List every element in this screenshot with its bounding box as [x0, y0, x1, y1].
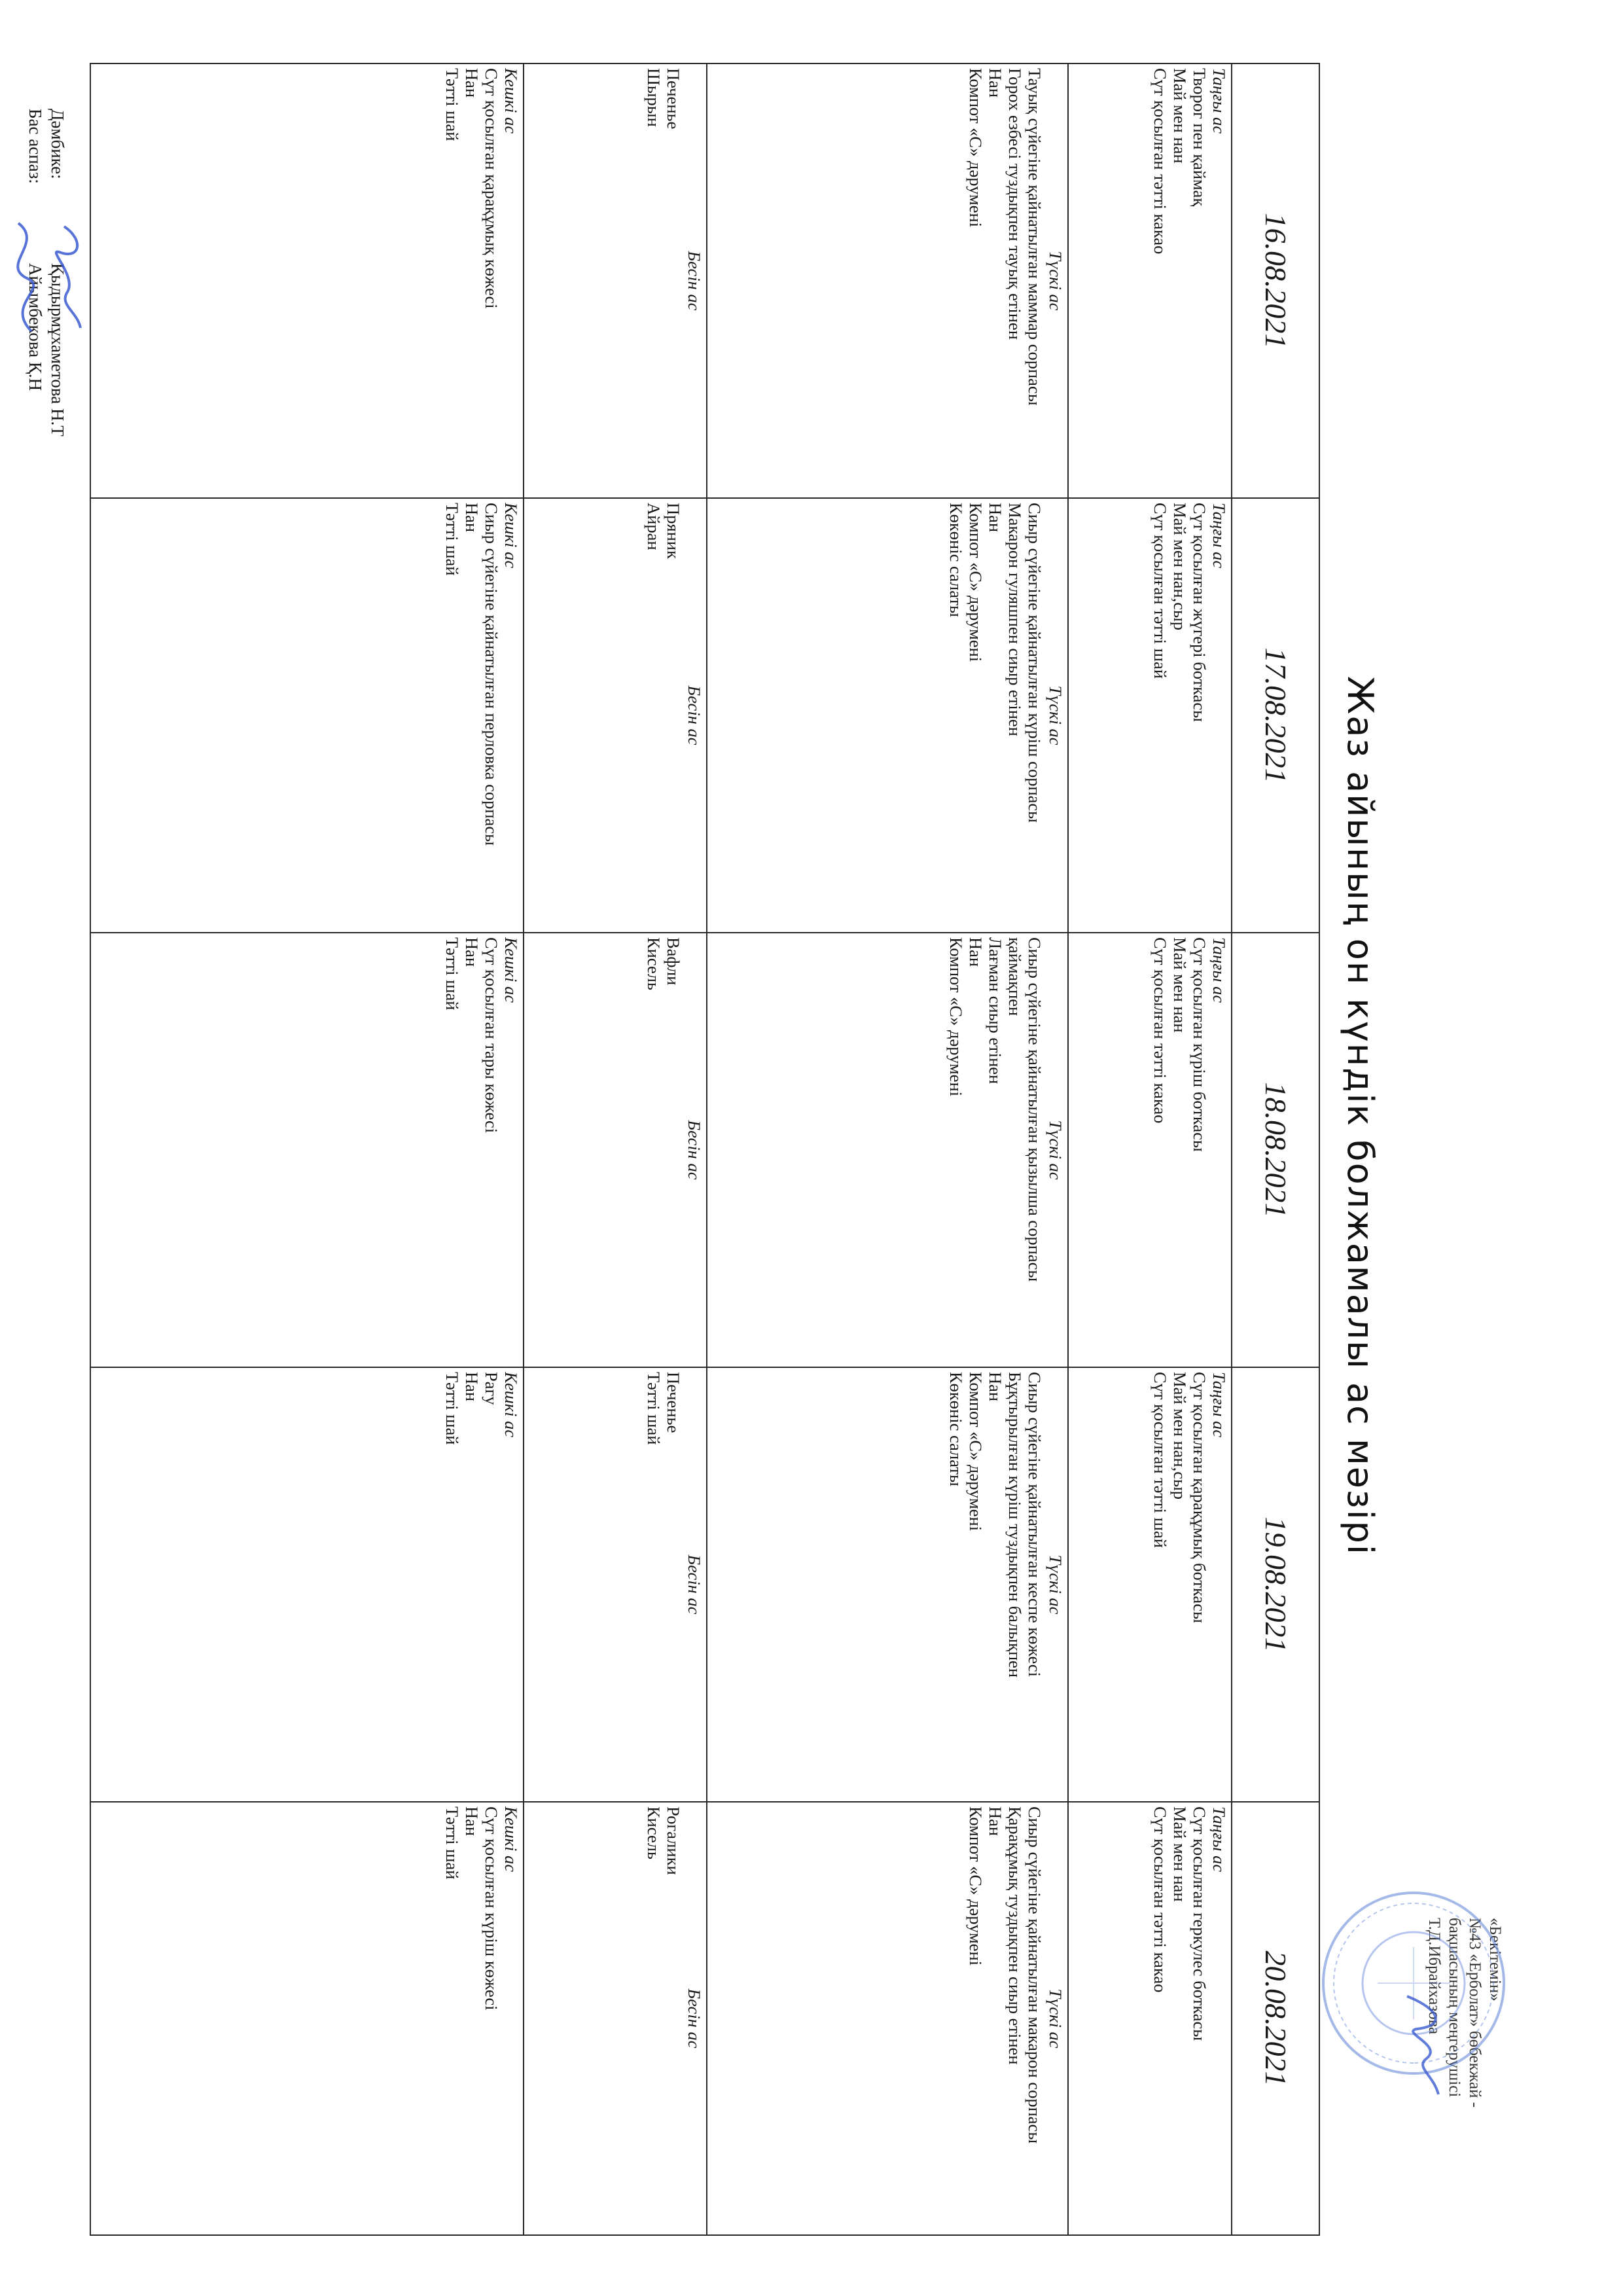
menu-item: Компот «С» дәрумені — [966, 68, 986, 228]
menu-item: Бұқтырылған күріш туздықпен балықпен — [1005, 1372, 1025, 1678]
dinner-row — [90, 63, 524, 2235]
menu-item: Сүт қосылған жүгері боткасы — [1190, 503, 1209, 722]
menu-item: Нан — [462, 503, 482, 533]
menu-item: Нан — [462, 937, 482, 967]
menu-item: Көкөніс салаты — [946, 503, 966, 617]
day-date: 20.08.2021 — [1232, 1802, 1319, 2235]
breakfast-cell — [1068, 498, 1232, 933]
menu-item: Нан — [986, 1372, 1005, 1402]
lunch-cell — [707, 1802, 1068, 2235]
meal-title: Кешкі ас — [501, 503, 521, 569]
breakfast-cell — [1068, 63, 1232, 498]
lunch-row — [707, 63, 1068, 2235]
menu-item: Сүт қосылған тәтті какао — [1150, 68, 1170, 255]
menu-item: Сүт қосылған тары көжесі — [482, 937, 501, 1134]
meal-title: Түскі ас — [1046, 1988, 1065, 2049]
menu-item: Тәтті шай — [442, 1806, 462, 1880]
dinner-cell — [90, 63, 524, 498]
handwritten-signature — [0, 213, 90, 338]
menu-item: Рогалики — [664, 1806, 683, 1875]
date-header-row — [1232, 63, 1319, 2235]
menu-item: Сиыр сүйегіне қайнатылған кеспе көжесі — [1025, 1372, 1044, 1677]
signature-name: Айымбекова Қ.Н — [26, 263, 45, 391]
menu-item: Сүт қосылған тәтті шай — [1150, 1372, 1170, 1548]
menu-item: Сүт қосылған геркулес боткасы — [1190, 1806, 1209, 2041]
menu-item: Нан — [462, 1806, 482, 1837]
meal-title: Таңғы ас — [1209, 1372, 1229, 1438]
menu-item: Көкөніс салаты — [946, 1372, 966, 1486]
menu-item: Нан — [986, 503, 1005, 533]
dinner-cell — [90, 1367, 524, 1802]
snack-cell — [524, 1802, 707, 2235]
menu-item: Компот «С» дәрумені — [966, 1372, 986, 1532]
snack-row — [524, 63, 707, 2235]
signature-role: Дәмбике: — [48, 109, 67, 179]
signature-block — [5, 63, 90, 914]
meal-title: Таңғы ас — [1209, 1806, 1229, 1873]
approval-line: «Бекітемін» — [1486, 1918, 1504, 2001]
menu-item: Сүт қосылған тәтті какао — [1150, 1806, 1170, 1993]
menu-item: Сүт қосылған күріш боткасы — [1190, 937, 1209, 1152]
menu-item: Тәтті шай — [442, 1372, 462, 1445]
day-date: 19.08.2021 — [1232, 1367, 1319, 1802]
day-date: 16.08.2021 — [1232, 63, 1319, 498]
menu-item: Май мен нан,сыр — [1170, 503, 1190, 631]
menu-item: Компот «С» дәрумені — [966, 1806, 986, 1966]
dinner-cell — [90, 498, 524, 933]
menu-item: Макарон гуляшпен сиыр етінен — [1005, 503, 1025, 736]
snack-cell — [524, 1367, 707, 1802]
menu-item: Компот «С» дәрумені — [946, 937, 966, 1097]
menu-item: Май мен нан — [1170, 937, 1190, 1033]
menu-item: Тәтті шай — [442, 503, 462, 576]
approval-line: №43 «Ерболат» бөбекжай - — [1466, 1918, 1484, 2108]
menu-item: Нан — [986, 1806, 1005, 1837]
menu-item: Май мен нан,сыр — [1170, 1372, 1190, 1500]
breakfast-cell — [1068, 933, 1232, 1367]
approval-signature — [1394, 1990, 1453, 2101]
menu-item: Нан — [966, 937, 986, 967]
menu-item: Сүт қосылған қарақұмық көжесі — [482, 68, 501, 309]
menu-item: Кисель — [644, 1806, 664, 1860]
approval-line: бақшасының меңгерушісі — [1446, 1918, 1463, 2098]
menu-item: Сиыр сүйегіне қайнатылған күріш сорпасы — [1025, 503, 1044, 823]
meal-title: Түскі ас — [1046, 251, 1065, 311]
menu-item: Тәтті шай — [644, 1372, 664, 1445]
meal-title: Бесін ас — [685, 1988, 704, 2049]
snack-cell — [524, 933, 707, 1367]
menu-item: Горох езбесі туздықпен тауық етінен — [1005, 68, 1025, 340]
menu-item: Рагу — [482, 1372, 501, 1405]
lunch-cell — [707, 933, 1068, 1367]
menu-item: Май мен нан — [1170, 1806, 1190, 1902]
snack-cell — [524, 63, 707, 498]
menu-item: Печенье — [664, 1372, 683, 1433]
menu-item: Сиыр сүйегіне қайнатылған перловка сорпасы — [482, 503, 501, 846]
lunch-cell — [707, 1367, 1068, 1802]
lunch-cell — [707, 63, 1068, 498]
day-date: 17.08.2021 — [1232, 498, 1319, 933]
menu-item: Сиыр сүйегіне қайнатылған макарон сорпасы — [1025, 1806, 1044, 2144]
menu-item: Сүт қосылған тәтті шай — [1150, 503, 1170, 679]
meal-title: Кешкі ас — [501, 1372, 521, 1438]
meal-title: Бесін ас — [685, 1120, 704, 1180]
breakfast-cell — [1068, 1367, 1232, 1802]
menu-item: Нан — [462, 1372, 482, 1402]
meal-title: Бесін ас — [685, 251, 704, 311]
menu-item: Тәтті шай — [442, 937, 462, 1011]
menu-item: Тауық сүйегіне қайнатылған маммар сорпасы — [1025, 68, 1044, 406]
signature-name: Қыдырмұхаметова Н.Т — [48, 263, 67, 437]
menu-item: Сиыр сүйегіне қайнатылған қызылша сорпасы қаймақпен — [1005, 937, 1044, 1282]
dinner-cell — [90, 1802, 524, 2235]
menu-item: Печенье — [664, 68, 683, 130]
menu-item: Сүт қосылған күріш көжесі — [482, 1806, 501, 2011]
lunch-cell — [707, 498, 1068, 933]
menu-item: Лағман сиыр етінен — [986, 937, 1005, 1085]
menu-item: Нан — [986, 68, 1005, 98]
meal-title: Таңғы ас — [1209, 503, 1229, 569]
menu-item: Айран — [644, 503, 664, 550]
menu-item: Шырын — [644, 68, 664, 127]
menu-table — [90, 63, 1320, 2236]
menu-item: Қарақұмық туздықпен сиыр етінен — [1005, 1806, 1025, 2065]
snack-cell — [524, 498, 707, 933]
dinner-cell — [90, 933, 524, 1367]
menu-item: Нан — [462, 68, 482, 98]
meal-title: Кешкі ас — [501, 937, 521, 1003]
menu-item: Май мен нан — [1170, 68, 1190, 164]
meal-title: Түскі ас — [1046, 1554, 1065, 1615]
meal-title: Таңғы ас — [1209, 937, 1229, 1003]
meal-title: Кешкі ас — [501, 68, 521, 134]
meal-title: Бесін ас — [685, 685, 704, 745]
approval-line: Т.Д.Ибрайхазова — [1425, 1918, 1443, 2035]
meal-title: Кешкі ас — [501, 1806, 521, 1873]
breakfast-row — [1068, 63, 1232, 2235]
menu-item: Кисель — [644, 937, 664, 991]
menu-item: Вафли — [664, 937, 683, 986]
signature-role: Бас аспаз: — [26, 109, 45, 184]
page-title: Жаз айының он күндік болжамалы ас мәзірі — [1340, 676, 1381, 1556]
menu-item: Сүт қосылған тәтті какао — [1150, 937, 1170, 1124]
meal-title: Түскі ас — [1046, 1120, 1065, 1180]
menu-item: Компот «С» дәрумені — [966, 503, 986, 662]
day-date: 18.08.2021 — [1232, 933, 1319, 1367]
meal-title: Бесін ас — [685, 1554, 704, 1615]
breakfast-cell — [1068, 1802, 1232, 2235]
meal-title: Таңғы ас — [1209, 68, 1229, 134]
menu-item: Тәтті шай — [442, 68, 462, 141]
meal-title: Түскі ас — [1046, 685, 1065, 745]
menu-item: Сүт қосылған қарақұмық боткасы — [1190, 1372, 1209, 1623]
menu-item: Пряник — [664, 503, 683, 559]
menu-item: Творог пен қаймақ — [1190, 68, 1209, 207]
